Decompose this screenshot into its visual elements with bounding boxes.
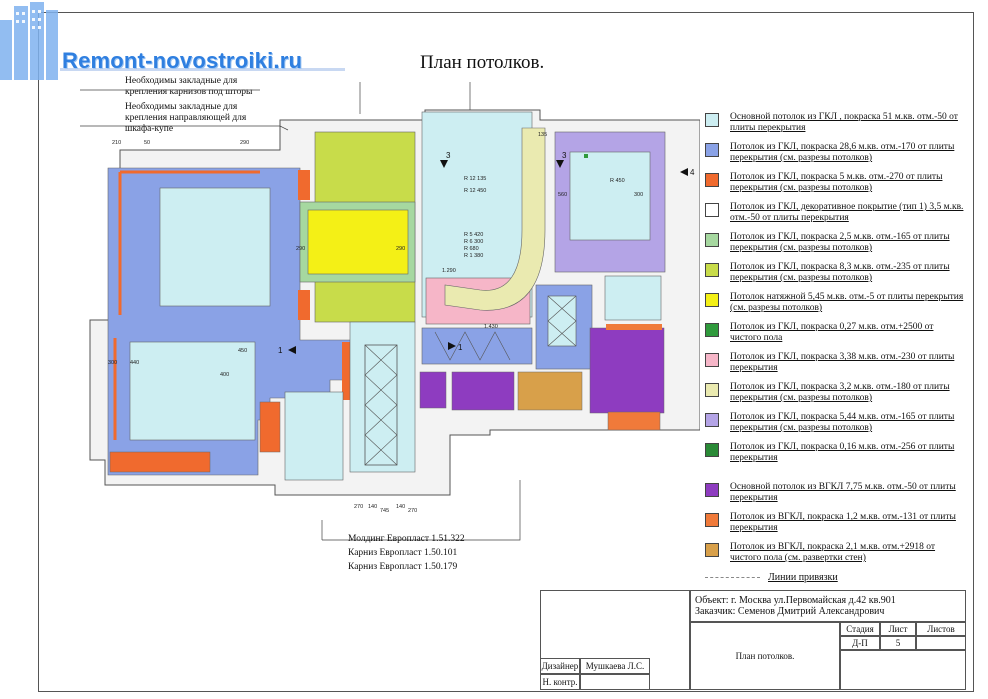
- legend-swatch: [705, 293, 719, 307]
- legend-text: Потолок из ГКЛ, декоративное покрытие (тип 1) 3,5 м.кв. отм.-50 от плиты перекрытия: [730, 202, 964, 223]
- legend-lines-item: [705, 572, 838, 583]
- tb-sheets-h: Листов: [916, 622, 966, 636]
- legend-item: [705, 352, 967, 374]
- room-light-2: [130, 342, 255, 440]
- zone-orange-bath: [608, 412, 660, 430]
- legend-item: [705, 442, 967, 464]
- legend-item: [705, 412, 967, 434]
- legend-item: [705, 172, 967, 194]
- dim-label: 560: [558, 192, 568, 198]
- legend-lines-label: Линии привязки: [768, 572, 838, 583]
- tb-designer: Мушкаева Л.С.: [580, 658, 650, 674]
- legend-swatch: [705, 443, 719, 457]
- leader-note-2: [80, 126, 288, 130]
- tb-stage: Д-П: [840, 636, 880, 650]
- section-mark-1b: 1: [458, 343, 463, 352]
- dim-label: 270: [354, 504, 364, 510]
- title-block: [540, 590, 966, 690]
- dim-label: R 12 135: [464, 176, 487, 182]
- legend-text: Потолок из ГКЛ, покраска 28,6 м.кв. отм.-170 от плиты перекрытия (см. разрезы потолков): [730, 142, 955, 163]
- tb-nkontr-label: Н. контр.: [540, 674, 580, 690]
- note-line: Необходимы закладные для: [125, 76, 238, 86]
- dim-label: R 450: [610, 178, 625, 184]
- legend-item: [705, 112, 967, 134]
- room-light-3: [285, 392, 343, 480]
- legend-text: Потолок из ВГКЛ, покраска 1,2 м.кв. отм.-131 от плиты перекрытия: [730, 512, 956, 533]
- legend-text: Потолок из ГКЛ, покраска 0,27 м.кв. отм.+2500 от чистого пола: [730, 322, 934, 343]
- note-line: крепления карнизов под шторы: [125, 87, 253, 97]
- legend-item: [705, 262, 967, 284]
- dim-label: 450: [238, 348, 248, 354]
- corridor-panel: [365, 345, 397, 465]
- note-line: шкафа-купе: [125, 124, 174, 134]
- dim-label: 745: [380, 508, 390, 514]
- legend-swatch: [705, 543, 719, 557]
- legend-swatch: [705, 483, 719, 497]
- legend-swatch: [705, 203, 719, 217]
- tb-sheet-title: План потолков.: [690, 622, 840, 690]
- legend-text: Потолок из ГКЛ, покраска 8,3 м.кв. отм.-235 от плиты перекрытия (см. разрезы потолков): [730, 262, 950, 283]
- orange-box-1: [110, 452, 210, 472]
- leader-cornice: [360, 82, 470, 114]
- orange-box-2: [260, 402, 280, 452]
- zone-purple-3: [590, 328, 664, 413]
- legend-item: [705, 202, 967, 224]
- dim-label: 210: [112, 140, 122, 146]
- legend-swatch: [705, 143, 719, 157]
- legend-item: [705, 322, 967, 344]
- dim-label: R 5 420: [464, 232, 484, 238]
- tb-sheet: 5: [880, 636, 916, 650]
- legend-text: Основной потолок из ГКЛ , покраска 51 м.кв. отм.-50 от плиты перекрытия: [730, 112, 958, 133]
- legend-text: Потолок из ГКЛ, покраска 5,44 м.кв. отм.-165 от плиты перекрытия (см. разрезы потолков): [730, 412, 955, 433]
- legend-text: Потолок из ВГКЛ, покраска 2,1 м.кв. отм.+2918 от чистого пола (см. развертки стен): [730, 542, 936, 563]
- zone-cyan-small: [605, 276, 661, 320]
- tb-stamp: [840, 650, 966, 690]
- legend-text: Потолок из ГКЛ, покраска 0,16 м.кв. отм.-256 от плиты перекрытия: [730, 442, 955, 463]
- legend-item: [705, 142, 967, 164]
- zone-purple-1: [420, 372, 446, 408]
- dashed-line-sample: [705, 577, 760, 578]
- tb-sheets: [916, 636, 966, 650]
- dim-label: 140: [396, 504, 406, 510]
- legend-item: [705, 482, 967, 504]
- orange-box-5: [342, 342, 350, 400]
- dim-label: 290: [296, 246, 306, 252]
- zone-purple-2: [452, 372, 514, 410]
- bath-panel: [548, 296, 576, 346]
- note-line: Необходимы закладные для: [125, 102, 238, 112]
- legend-text: Потолок из ГКЛ, покраска 2,5 м.кв. отм.-165 от плиты перекрытия (см. разрезы потолков): [730, 232, 950, 253]
- dim-label: 1.430: [484, 324, 498, 330]
- tb-stage-h: Стадия: [840, 622, 880, 636]
- tb-object-text: Объект: г. Москва ул.Первомайская д.42 кв.901: [695, 595, 896, 606]
- legend-text: Потолок натяжной 5,45 м.кв. отм.-5 от плиты перекрытия (см. разрезы потолков): [730, 292, 964, 313]
- legend-swatch: [705, 263, 719, 277]
- dim-label: R 6 300: [464, 239, 484, 245]
- zone-orange-top: [606, 324, 662, 330]
- room-light-1: [160, 188, 270, 306]
- legend-swatch: [705, 513, 719, 527]
- dim-label: 50: [144, 140, 151, 146]
- legend-item: [705, 512, 967, 534]
- dim-label: 140: [368, 504, 378, 510]
- watermark-text: Remont-novostroiki.ru: [62, 48, 303, 73]
- callout-cornice-1: Карниз Европласт 1.50.101: [348, 548, 458, 558]
- section-mark-4b: 4: [690, 168, 695, 177]
- dim-label: 400: [220, 372, 230, 378]
- legend-swatch: [705, 173, 719, 187]
- dim-label: R 680: [464, 246, 479, 252]
- section-mark-1a: 1: [278, 346, 283, 355]
- dim-label: 1.290: [442, 268, 456, 274]
- tb-designer-label: Дизайнер: [540, 658, 580, 674]
- tb-sheet-h: Лист: [880, 622, 916, 636]
- dim-label: 300: [108, 360, 118, 366]
- orange-box-4: [298, 290, 310, 320]
- legend-swatch: [705, 113, 719, 127]
- legend-item: [705, 382, 967, 404]
- note-line: крепления направляющей для: [125, 113, 247, 123]
- legend-item: [705, 292, 967, 314]
- legend-text: Основной потолок из ВГКЛ 7,75 м.кв. отм.-50 от плиты перекрытия: [730, 482, 956, 503]
- legend-text: Потолок из ГКЛ, покраска 3,2 м.кв. отм.-180 от плиты перекрытия (см. разрезы потолков): [730, 382, 950, 403]
- section-mark-3a: 3: [446, 151, 451, 160]
- drawing-title: План потолков.: [420, 52, 545, 73]
- zone-yellow-stretch: [308, 210, 408, 274]
- legend-swatch: [705, 413, 719, 427]
- legend-item: [705, 232, 967, 254]
- callout-molding: Молдинг Европласт 1.51.322: [348, 534, 465, 544]
- tb-nkontr: [580, 674, 650, 690]
- tb-object: [690, 590, 966, 622]
- legend-swatch: [705, 323, 719, 337]
- dim-label: 135: [538, 132, 548, 138]
- legend-text: Потолок из ГКЛ, покраска 3,38 м.кв. отм.-230 от плиты перекрытия: [730, 352, 955, 373]
- dim-label: 290: [240, 140, 250, 146]
- section-mark-3b: 3: [562, 151, 567, 160]
- legend-text: Потолок из ГКЛ, покраска 5 м.кв. отм.-270 от плиты перекрытия (см. разрезы потолков): [730, 172, 943, 193]
- dim-label: 270: [408, 508, 418, 514]
- dim-label: 300: [634, 192, 644, 198]
- dim-label: 290: [396, 246, 406, 252]
- zone-tan: [518, 372, 582, 410]
- callout-cornice-2: Карниз Европласт 1.50.179: [348, 562, 458, 572]
- legend-swatch: [705, 383, 719, 397]
- dim-label: R 1 380: [464, 253, 484, 259]
- orange-box-3: [298, 170, 310, 200]
- legend-item: [705, 542, 967, 564]
- dim-label: 440: [130, 360, 140, 366]
- ceiling-plan: [60, 80, 700, 580]
- legend-swatch: [705, 233, 719, 247]
- green-dot: [584, 154, 588, 158]
- tb-client-text: Заказчик: Семенов Дмитрий Александрович: [695, 606, 885, 617]
- dim-label: R 12 450: [464, 188, 487, 194]
- zone-blue-strip: [422, 328, 532, 364]
- legend-swatch: [705, 353, 719, 367]
